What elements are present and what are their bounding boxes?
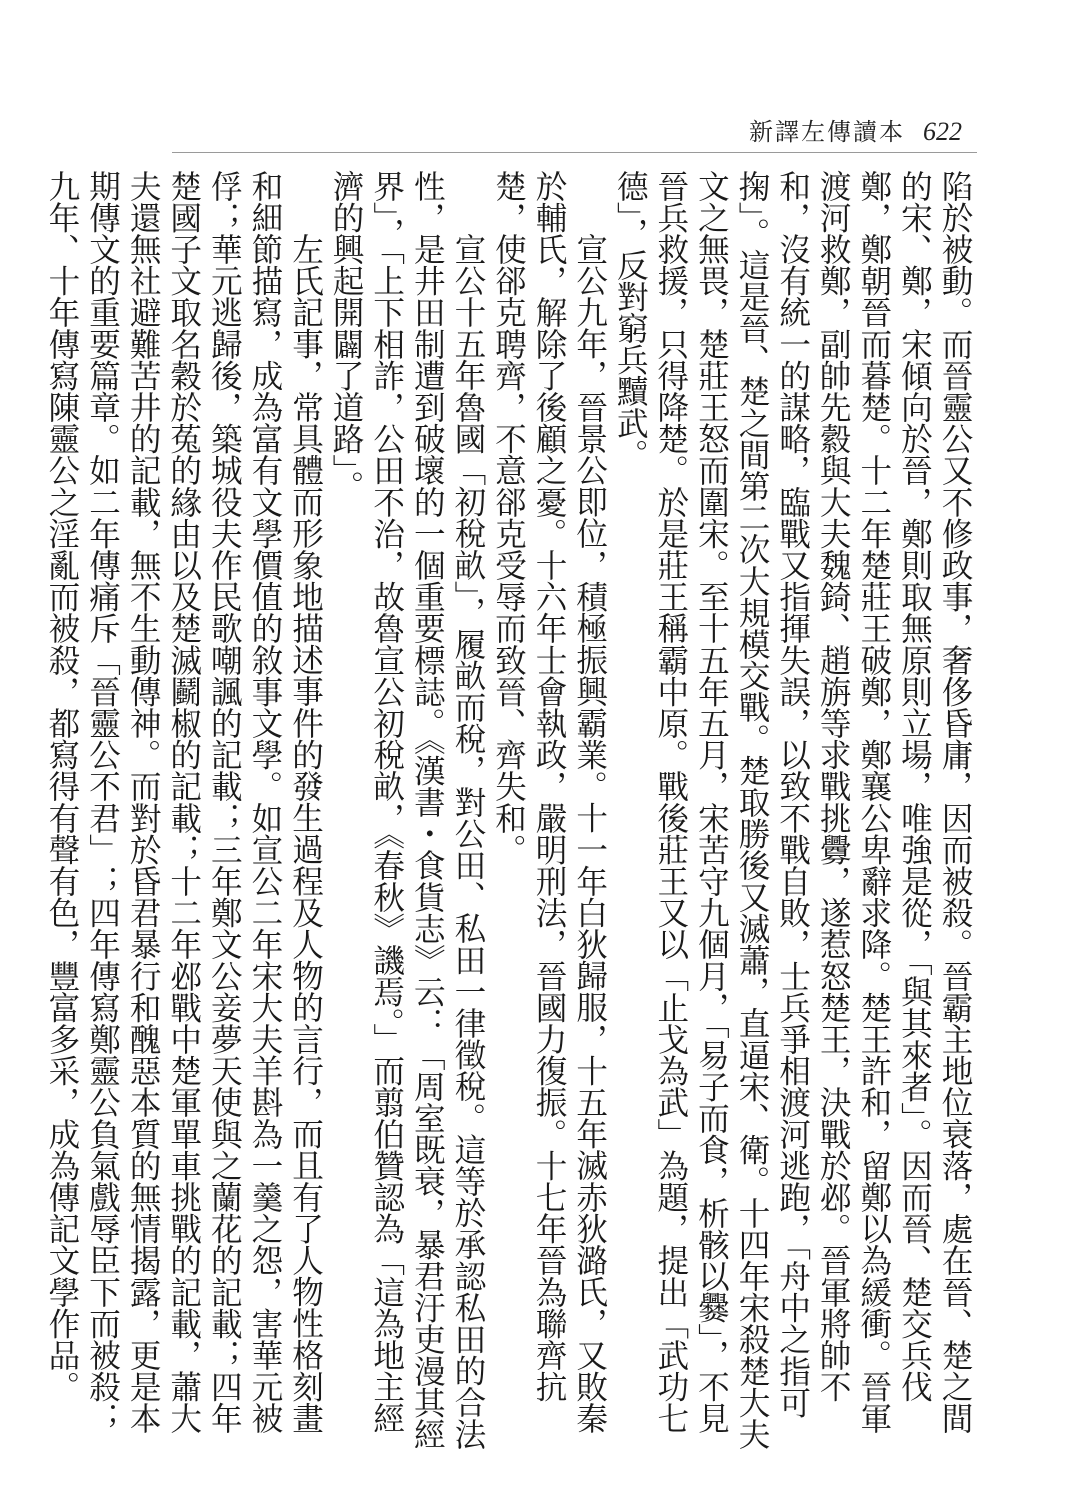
paragraph-3: 宣公十五年魯國「初稅畝」，履畝而稅，對公田、私田一律徵稅。這等於承認私田的合法性，是井田制遭到破壞的一個重要標誌。《漢書・食貨志》云：「周室既衰，暴君汙吏漫其經界」，「上下相詐，公田不治，故魯宣公初稅畝，《春秋》譏焉。」而翦伯贊認為「這為地主經濟的興起開闢了道路」。 bbox=[328, 170, 486, 1450]
paragraph-1: 陷於被動。而晉靈公又不修政事，奢侈昏庸，因而被殺。晉霸主地位衰落，處在晉、楚之間的宋、鄭，宋傾向於晉，鄭則取無原則立場，唯強是從，「與其來者」。因而晉、楚交兵伐鄭，鄭朝晉而暮楚。十二年楚莊王破鄭，鄭襄公卑辭求降。楚王許和，留鄭以為緩衝。晉軍渡河救鄭，副帥先縠與大夫魏錡、趙旃等求戰挑釁，遂惹怒楚王，決戰於邲。晉軍將帥不和，沒有統一的謀略，臨戰又指揮失誤，以致不戰自敗，士兵爭相渡河逃跑，「舟中之指可掬」。這是晉、楚之間第二次大規模交戰。楚取勝後又滅蕭，直逼宋、衛。十四年宋殺楚大夫文之無畏，楚莊王怒而圍宋。至十五年五月，宋苦守九個月，「易子而食，析骸以爨」，不見晉兵救援，只得降楚。於是莊王稱霸中原。戰後莊王又以「止戈為武」為題，提出「武功七德」，反對窮兵黷武。 bbox=[612, 170, 973, 1450]
page-number: 622 bbox=[923, 117, 962, 146]
book-title: 新譯左傳讀本 bbox=[749, 118, 905, 146]
paragraph-4: 左氏記事，常具體而形象地描述事件的發生過程及人物的言行，而且有了人物性格刻畫和細節描寫，成為富有文學價值的敘事文學。如宣公二年宋大夫羊斟為一羹之怨，害華元被俘；華元逃歸後，築城役夫作民歌嘲諷的記載；三年鄭文公妾夢天使與之蘭花的記載；四年楚國子文取名穀於菟的緣由以及楚滅鬬椒的記載；十二年邲戰中楚軍單車挑戰的記載，蕭大夫還無社避難苦井的記載，無不生動傳神。而對於昏君暴行和醜惡本質的無情揭露，更是本期傳文的重要篇章。如二年傳痛斥「晉靈公不君」；四年傳寫鄭靈公負氣戲辱臣下而被殺；九年、十年傳寫陳靈公之淫亂而被殺，都寫得有聲有色，豐富多采，成為傳記文學作品。 bbox=[43, 170, 324, 1434]
vertical-body-text bbox=[41, 170, 975, 1460]
running-header bbox=[749, 112, 962, 147]
header-divider bbox=[172, 152, 977, 153]
paragraph-2: 宣公九年，晉景公即位，積極振興霸業。十一年白狄歸服，十五年滅赤狄潞氏，又敗秦於輔氏，解除了後顧之憂。十六年士會執政，嚴明刑法，晉國力復振。十七年晉為聯齊抗楚，使郤克聘齊，不意郤克受辱而致晉、齊失和。 bbox=[490, 170, 608, 1434]
